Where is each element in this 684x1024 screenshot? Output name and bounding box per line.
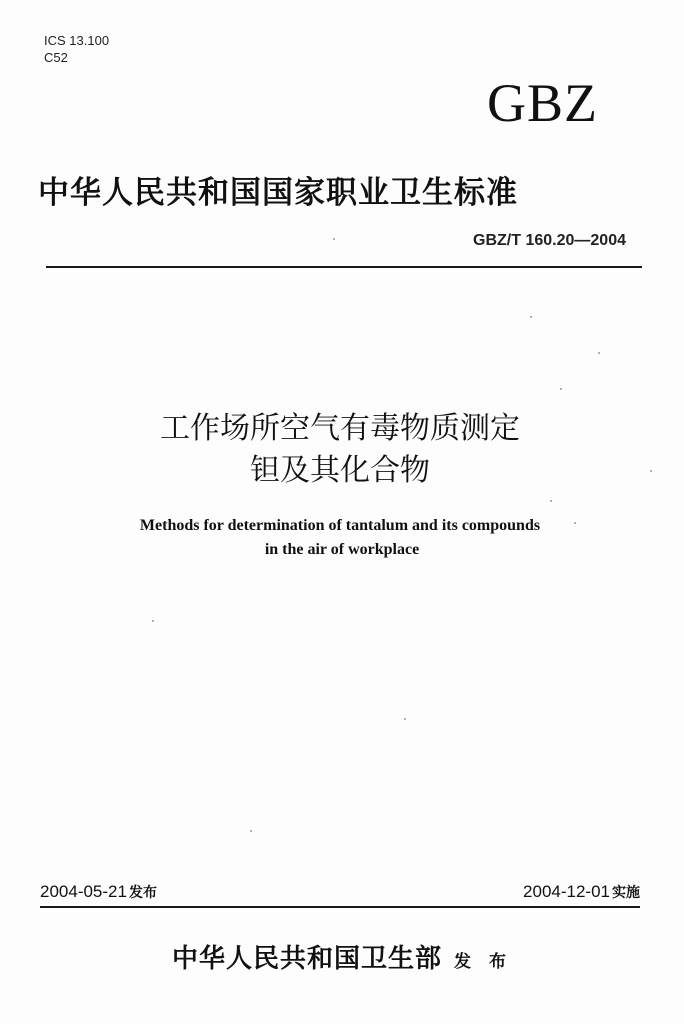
chinese-title — [0, 408, 684, 492]
standard-category-name: 中华人民共和国国家职业卫生标准 — [38, 175, 518, 211]
english-title — [0, 514, 684, 562]
ccs-code: C52 — [44, 50, 68, 65]
implementation-label: 实施 — [612, 885, 640, 901]
top-divider — [46, 266, 642, 268]
ics-code: ICS 13.100 — [44, 33, 110, 48]
issue-date: 2004-05-21 — [40, 882, 127, 901]
scan-speck — [152, 620, 154, 622]
issue-label: 发布 — [128, 885, 157, 901]
scan-speck — [250, 830, 252, 832]
publisher-line — [0, 938, 684, 975]
gbz-logo: GBZ — [487, 73, 598, 133]
scan-speck — [530, 316, 532, 318]
publish-label: 发 布 — [454, 952, 512, 972]
english-title-line-2: in the air of workplace — [264, 541, 420, 558]
scan-speck — [574, 522, 576, 524]
standard-code: GBZ/T 160.20—2004 — [473, 232, 626, 249]
publisher-name: 中华人民共和国卫生部 — [172, 944, 443, 974]
classification-codes — [44, 32, 109, 66]
chinese-title-line-2: 钽及其化合物 — [250, 453, 430, 488]
scan-speck — [550, 500, 552, 502]
implementation-date: 2004-12-01 — [523, 882, 610, 901]
chinese-title-line-1: 工作场所空气有毒物质测定 — [160, 411, 520, 446]
scan-speck — [598, 352, 600, 354]
issue-date-block — [40, 882, 157, 902]
implementation-date-block — [523, 882, 640, 902]
scan-speck — [650, 470, 652, 472]
scan-speck — [560, 388, 562, 390]
scan-speck — [404, 718, 406, 720]
english-title-line-1: Methods for determination of tantalum and its compounds — [139, 517, 541, 534]
scan-speck — [333, 238, 335, 240]
bottom-divider — [40, 906, 640, 908]
